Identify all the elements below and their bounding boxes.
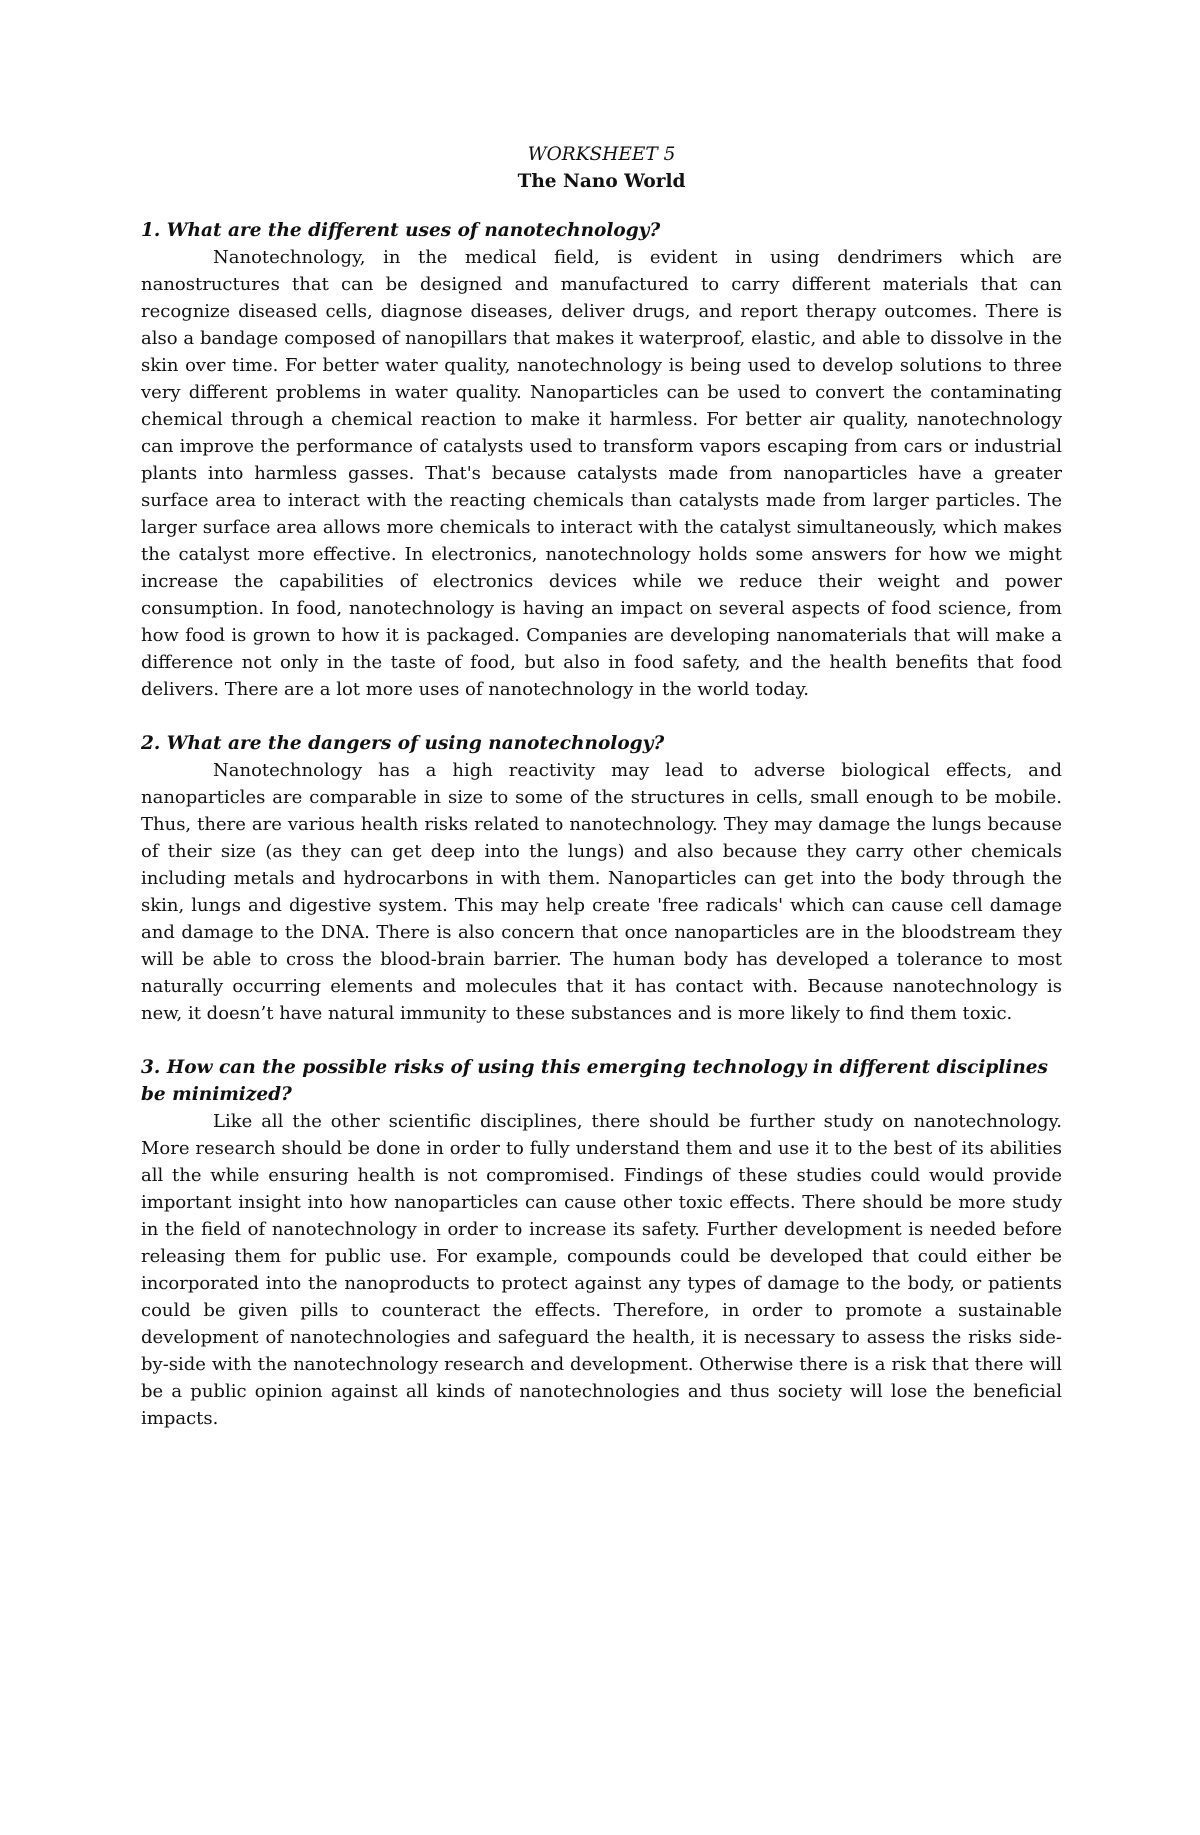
section-dangers [141,730,1062,1027]
answer-paragraph: Nanotechnology has a high reactivity may lead to adverse biological effects, and nanoparticles are comparable in size to some of the structures in cells, small enough to be mobile. Thus, there are various health risks related to nanotechnology. They may damage the lungs because of their size (as they can get deep into the lungs) and also because they carry other chemicals including metals and hydrocarbons in with them. Nanoparticles can get into the body through the skin, lungs and digestive system. This may help create 'free radicals' which can cause cell damage and damage to the DNA. There is also concern that once nanoparticles are in the bloodstream they will be able to cross the blood-brain barrier. The human body has developed a tolerance to most naturally occurring elements and molecules that it has contact with. Because nanotechnology is new, it doesn’t have natural immunity to these substances and is more likely to find them toxic. [141,760,1062,1024]
worksheet-title: The Nano World [517,171,686,192]
question-heading: 1. What are the different uses of nanotechnology? [141,220,661,241]
worksheet-label: WORKSHEET 5 [527,144,676,165]
answer-paragraph: Like all the other scientific disciplines, there should be further study on nanotechnology. More research should be done in order to fully understand them and use it to the best of its abilities all the while ensuring health is not compromised. Findings of these studies could would provide important insight into how nanoparticles can cause other toxic effects. There should be more study in the field of nanotechnology in order to increase its safety. Further development is needed before releasing them for public use. For example, compounds could be developed that could either be incorporated into the nanoproducts to protect against any types of damage to the body, or patients could be given pills to counteract the effects. Therefore, in order to promote a sustainable development of nanotechnologies and safeguard the health, it is necessary to assess the risks side-by-side with the nanotechnology research and development. Otherwise there is a risk that there will be a public opinion against all kinds of nanotechnologies and thus society will lose the beneficial impacts. [141,1111,1062,1429]
section-risk-minimization [141,1054,1062,1432]
section-uses [141,217,1062,703]
document-body [141,141,1062,1459]
question-heading: 3. How can the possible risks of using this emerging technology in different disciplines be minimized? [141,1057,1048,1105]
question-heading: 2. What are the dangers of using nanotechnology? [141,733,665,754]
document-header [141,141,1062,195]
answer-paragraph: Nanotechnology, in the medical field, is evident in using dendrimers which are nanostructures that can be designed and manufactured to carry different materials that can recognize diseased cells, diagnose diseases, deliver drugs, and report therapy outcomes. There is also a bandage composed of nanopillars that makes it waterproof, elastic, and able to dissolve in the skin over time. For better water quality, nanotechnology is being used to develop solutions to three very different problems in water quality. Nanoparticles can be used to convert the contaminating chemical through a chemical reaction to make it harmless. For better air quality, nanotechnology can improve the performance of catalysts used to transform vapors escaping from cars or industrial plants into harmless gasses. That's because catalysts made from nanoparticles have a greater surface area to interact with the reacting chemicals than catalysts made from larger particles. The larger surface area allows more chemicals to interact with the catalyst simultaneously, which makes the catalyst more effective. In electronics, nanotechnology holds some answers for how we might increase the capabilities of electronics devices while we reduce their weight and power consumption. In food, nanotechnology is having an impact on several aspects of food science, from how food is grown to how it is packaged. Companies are developing nanomaterials that will make a difference not only in the taste of food, but also in food safety, and the health benefits that food delivers. There are a lot more uses of nanotechnology in the world today. [141,247,1062,700]
